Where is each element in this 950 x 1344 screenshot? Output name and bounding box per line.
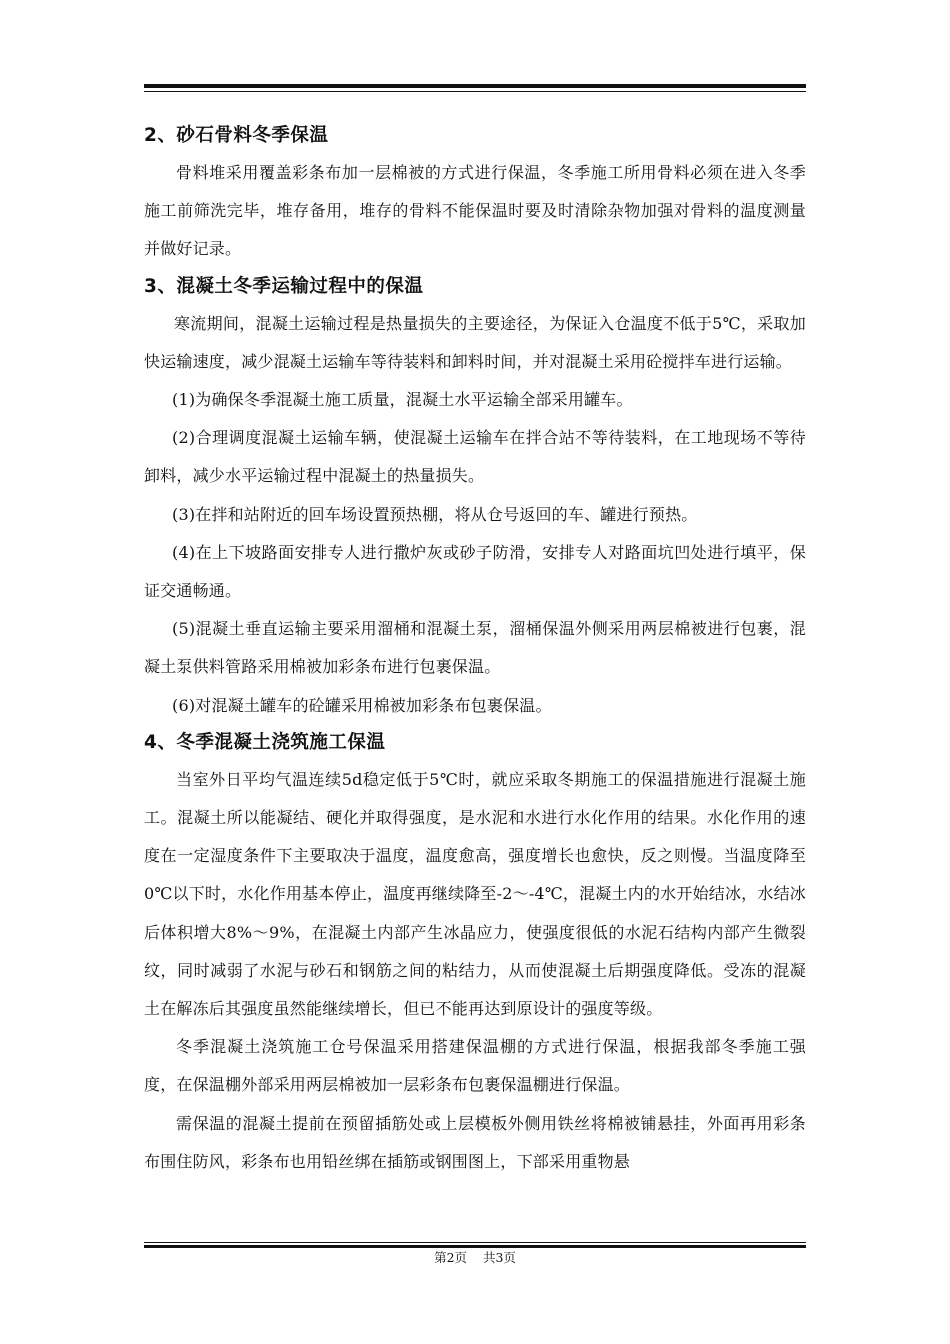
paragraph-transport-item-6: (6)对混凝土罐车的砼罐采用棉被加彩条布包裹保温。: [172, 695, 552, 715]
paragraph-pouring-principle: 当室外日平均气温连续5d稳定低于5℃时，就应采取冬期施工的保温措施进行混凝土施工。混凝土所以能凝结、硬化并取得强度，是水泥和水进行水化作用的结果。水化作用的速度在一定湿度条件下主要取决于温度，温度愈高，强度增长也愈快，反之则慢。当温度降至0℃以下时，水化作用基本停止，温度再继续降至-2～-4℃，混凝土内的水开始结冰，水结冰后体积增大8%～9%，在混凝土内部产生冰晶应力，使强度很低的水泥石结构内部产生微裂纹，同时减弱了水泥与砂石和钢筋之间的粘结力，从而使混凝土后期强度降低。受冻的混凝土在解冻后其强度虽然能继续增长，但已不能再达到原设计的强度等级。: [144, 769, 806, 1019]
page-number: 第2页: [434, 1250, 468, 1265]
paragraph-aggregate: 骨料堆采用覆盖彩条布加一层棉被的方式进行保温，冬季施工所用骨料必须在进入冬季施工前筛洗完毕，堆存备用，堆存的骨料不能保温时要及时清除杂物加强对骨料的温度测量并做好记录。: [144, 163, 806, 259]
header-rule-thick: [144, 84, 806, 88]
paragraph-transport-item-1: (1)为确保冬季混凝土施工质量，混凝土水平运输全部采用罐车。: [172, 390, 633, 410]
paragraph-transport-item-5: (5)混凝土垂直运输主要采用溜桶和混凝土泵，溜桶保温外侧采用两层棉被进行包裹，混凝土泵供料管路采用棉被加彩条布进行包裹保温。: [144, 619, 806, 677]
footer-rule-thick: [144, 1245, 806, 1248]
paragraph-transport-item-3: (3)在拌和站附近的回车场设置预热棚，将从仓号返回的车、罐进行预热。: [172, 504, 698, 524]
paragraph-transport-item-2: (2)合理调度混凝土运输车辆，使混凝土运输车在拌合站不等待装料，在工地现场不等待卸料，减少水平运输过程中混凝土的热量损失。: [144, 428, 806, 486]
page-footer: [0, 1250, 950, 1266]
section-heading-pouring: 4、冬季混凝土浇筑施工保温: [144, 731, 386, 753]
footer-rule-thin: [144, 1242, 806, 1243]
paragraph-transport-item-4: (4)在上下坡路面安排专人进行撒炉灰或砂子防滑，安排专人对路面坑凹处进行填平，保证交通畅通。: [144, 542, 806, 601]
page-total: 共3页: [482, 1250, 516, 1265]
paragraph-transport-intro: 寒流期间，混凝土运输过程是热量损失的主要途径，为保证入仓温度不低于5℃，采取加快运输速度，减少混凝土运输车等待装料和卸料时间，并对混凝土采用砼搅拌车进行运输。: [144, 313, 806, 371]
document-body: [144, 118, 806, 1181]
paragraph-pouring-shed: 冬季混凝土浇筑施工仓号保温采用搭建保温棚的方式进行保温，根据我部冬季施工强度，在保温棚外部采用两层棉被加一层彩条布包裹保温棚进行保温。: [144, 1037, 806, 1095]
section-heading-aggregate: 2、砂石骨料冬季保温: [144, 125, 329, 146]
paragraph-pouring-cover: 需保温的混凝土提前在预留插筋处或上层模板外侧用铁丝将棉被铺悬挂，外面再用彩条布围住防风，彩条布也用铅丝绑在插筋或钢围图上，下部采用重物悬: [144, 1113, 806, 1171]
header-rule-thin: [144, 91, 806, 92]
section-heading-transport: 3、混凝土冬季运输过程中的保温: [144, 275, 424, 297]
